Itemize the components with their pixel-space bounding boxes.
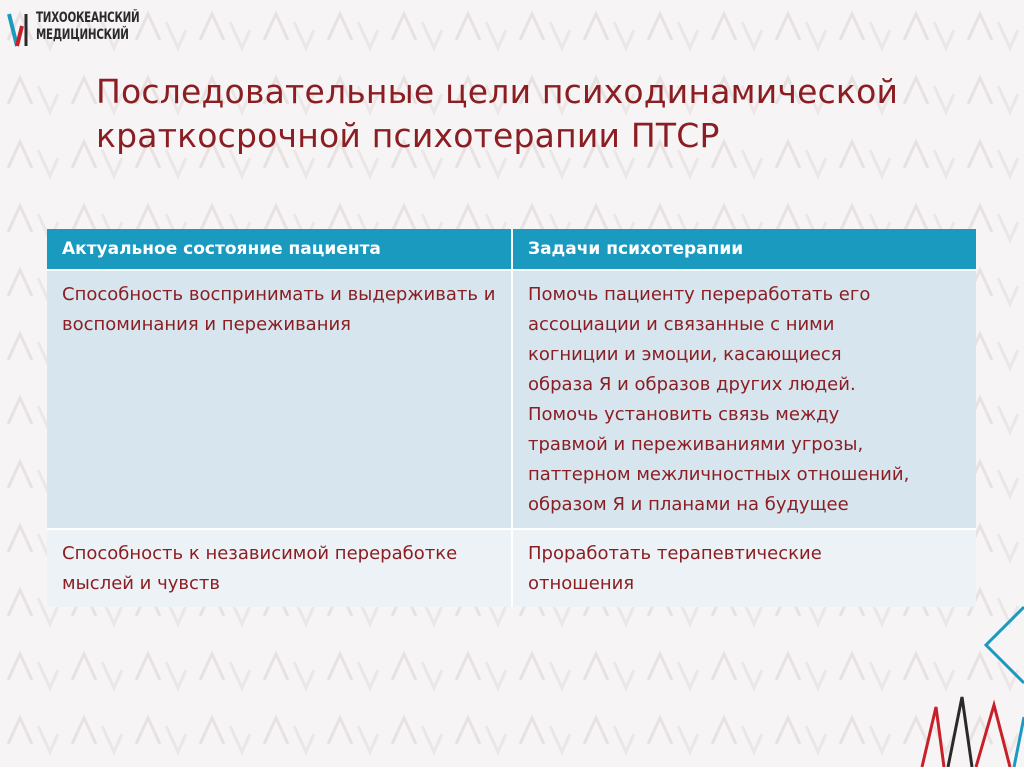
- logo-mark-icon: [6, 10, 34, 50]
- table-row: [47, 529, 976, 607]
- logo: [6, 10, 166, 52]
- goals-table: [47, 229, 976, 607]
- goals-table-container: [47, 229, 976, 607]
- task-line: травмой и переживаниями угрозы,: [528, 434, 864, 455]
- task-line: когниции и эмоции, касающиеся: [528, 344, 842, 365]
- task-line: образа Я и образов других людей.: [528, 374, 856, 395]
- table-header-row: [47, 229, 976, 270]
- task-line: Помочь пациенту переработать его: [528, 284, 871, 305]
- logo-text: [36, 10, 139, 44]
- task-line: ассоциации и связанные с ними: [528, 314, 835, 335]
- column-header-patient-state: Актуальное состояние пациента: [47, 229, 512, 270]
- task-line: Помочь установить связь между: [528, 404, 840, 425]
- column-header-therapy-tasks: Задачи психотерапии: [512, 229, 976, 270]
- cell-patient-state: Способность воспринимать и выдерживать и воспоминания и переживания: [47, 270, 512, 529]
- logo-line-2: МЕДИЦИНСКИЙ: [36, 27, 129, 43]
- task-line: Проработать терапевтические: [528, 543, 822, 564]
- slide-title-line-1: Последовательные цели психодинамической: [96, 72, 899, 111]
- cell-therapy-tasks: [512, 270, 976, 529]
- table-row: [47, 270, 976, 529]
- cell-patient-state: Способность к независимой переработке мыслей и чувств: [47, 529, 512, 607]
- slide-title-line-2: краткосрочной психотерапии ПТСР: [96, 116, 720, 155]
- corner-decoration-icon: [914, 587, 1024, 767]
- task-line: отношения: [528, 573, 635, 594]
- slide-title: [96, 70, 956, 158]
- task-line: паттерном межличностных отношений,: [528, 464, 910, 485]
- cell-therapy-tasks: [512, 529, 976, 607]
- logo-line-1: ТИХООКЕАНСКИЙ: [36, 10, 140, 26]
- task-line: образом Я и планами на будущее: [528, 494, 849, 515]
